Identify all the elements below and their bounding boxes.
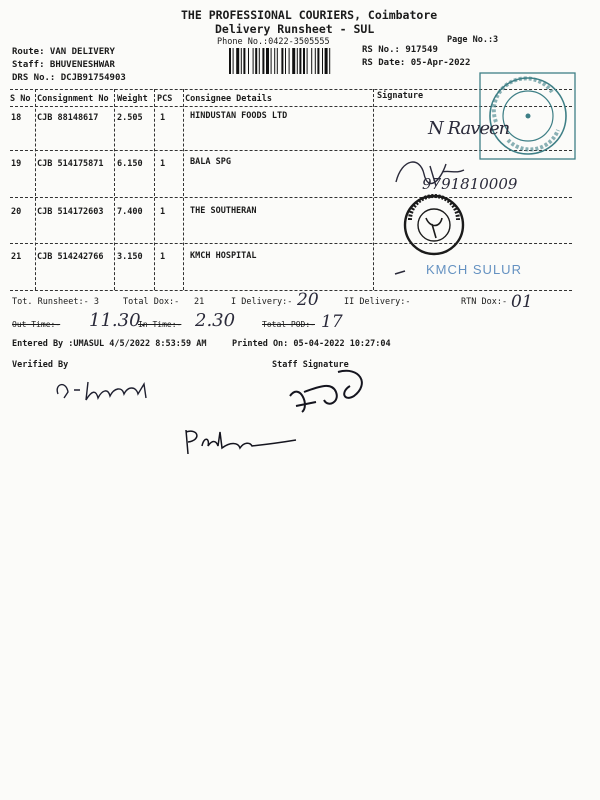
staff-label: Staff: BHUVENESHWAR [12,60,115,70]
rs-number: RS No.: 917549 [362,45,438,55]
row-consignment: CJB 514175871 [37,159,104,169]
col-rule-weight [114,89,115,290]
verified-by-label: Verified By [12,360,69,370]
row-pcs: 1 [160,207,166,217]
drs-number: DRS No.: DCJB91754903 [12,73,126,83]
total-dox-value: 21 [194,297,205,307]
i-delivery-handwritten: 20 [297,290,319,310]
route-label: Route: VAN DELIVERY [12,47,115,57]
row-weight: 6.150 [117,159,143,169]
col-header-pcs: PCS [157,94,173,104]
row-sno: 19 [11,159,22,169]
company-name: THE PROFESSIONAL COURIERS, Coimbatore [181,8,438,22]
page-number: Page No.:3 [447,35,499,45]
row-rule-21 [10,290,572,291]
col-header-sno: S No [10,94,31,104]
row-weight: 7.400 [117,207,143,217]
col-rule-pcs [154,89,155,290]
total-pod-handwritten: 17 [321,312,343,332]
out-time-handwritten: 11.30. [89,310,147,331]
i-delivery-label: I Delivery:- [231,297,293,307]
row-consignee: KMCH HOSPITAL [190,251,257,261]
row-sno: 20 [11,207,22,217]
col-rule-consignment [35,89,36,290]
kmch-sulur-stamp: KMCH SULUR [426,262,522,277]
col-rule-signature [373,89,374,290]
barcode-image [229,48,356,74]
col-header-signature: Signature [377,91,424,101]
row-consignee: BALA SPG [190,157,231,167]
rs-date: RS Date: 05-Apr-2022 [362,58,471,68]
handwritten-phone-number: 9791810009 [422,175,518,193]
dash-mark-row21 [393,268,407,278]
row-weight: 3.150 [117,252,143,262]
col-header-consignment: Consignment No [37,94,109,104]
phone-number: Phone No.:0422-3505555 [217,37,330,47]
row-pcs: 1 [160,252,166,262]
row-weight: 2.505 [117,113,143,123]
row-pcs: 1 [160,159,166,169]
handwritten-signature-row18: N Raveen [428,118,510,139]
row-sno: 18 [11,113,22,123]
hindustan-foods-stamp [478,70,578,162]
row-consignee: THE SOUTHERAN [190,206,257,216]
rtn-dox-handwritten: 01 [511,292,533,312]
runsheet-title: Delivery Runsheet - SUL [215,22,375,36]
total-pod-label: Total POD:- [262,320,315,329]
in-time-handwritten: 2.30 [195,310,236,331]
out-time-label: Out Time:- [12,320,61,329]
rtn-dox-label: RTN Dox:- [461,297,508,307]
bottom-signature [180,424,300,458]
entered-by: Entered By :UMASUL 4/5/2022 8:53:59 AM [12,339,207,349]
row-sno: 21 [11,252,22,262]
row-rule-20 [10,243,572,244]
row-consignee: HINDUSTAN FOODS LTD [190,111,288,121]
staff-signature-mark [280,362,376,418]
verified-by-signature [52,372,162,406]
printed-on: Printed On: 05-04-2022 10:27:04 [232,339,391,349]
row-consignment: CJB 88148617 [37,113,99,123]
row-rule-19 [10,197,572,198]
total-dox-label: Total Dox:- [123,297,180,307]
row-consignment: CJB 514242766 [37,252,104,262]
row-pcs: 1 [160,113,166,123]
company-seal-row20 [396,194,476,256]
in-time-label: In Time:- [138,320,182,329]
staff-signature-label: Staff Signature [272,360,349,370]
col-rule-consignee [183,89,184,290]
col-header-consignee: Consignee Details [185,94,272,104]
row-consignment: CJB 514172603 [37,207,104,217]
ii-delivery-label: II Delivery:- [344,297,411,307]
col-header-weight: Weight [117,94,148,104]
total-runsheet: Tot. Runsheet:- 3 [12,297,99,307]
